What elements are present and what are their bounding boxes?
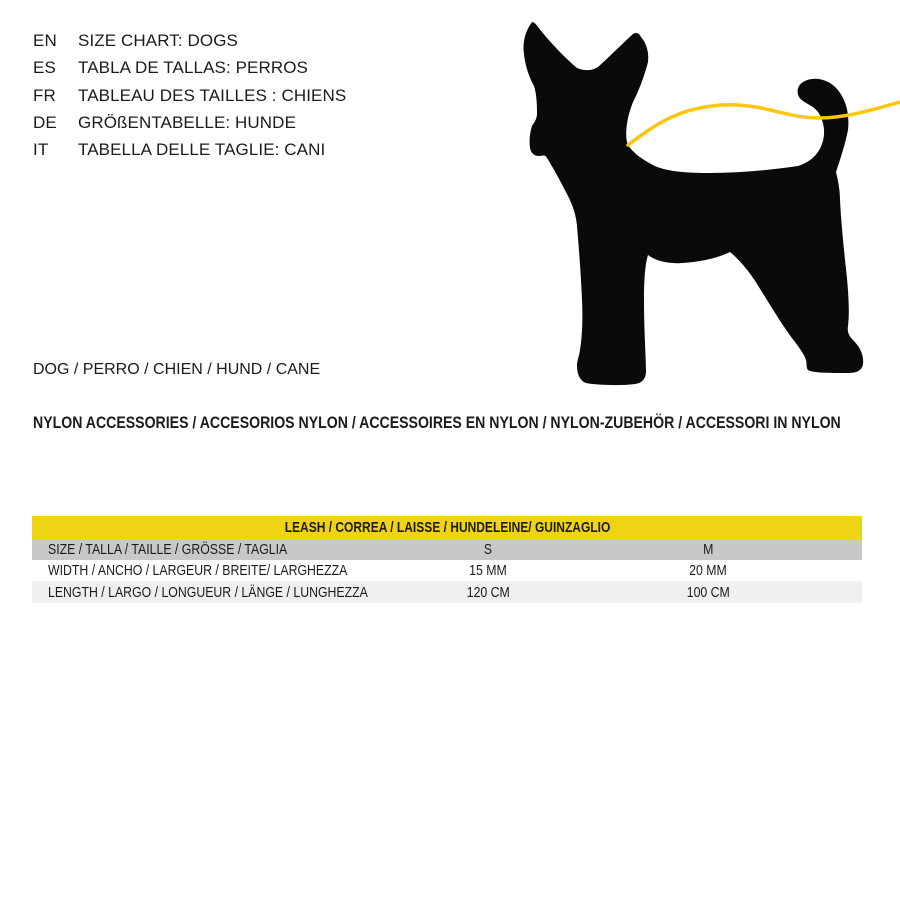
list-item [33,27,346,54]
language-code: IT [33,140,49,160]
table-row-length [32,581,862,603]
table-row-width [32,560,862,581]
language-code: DE [33,112,57,132]
list-item [33,109,346,136]
width-m-value: 20 MM [689,562,727,579]
list-item [33,54,346,81]
size-table [32,516,862,603]
size-s-value: S [483,541,493,558]
chart-title: TABLA DE TALLAS: PERROS [78,58,308,78]
size-m-value: M [702,541,714,558]
dog-silhouette [523,22,863,385]
animal-line: DOG / PERRO / CHIEN / HUND / CANE [33,361,321,378]
dog-silhouette-illustration [518,18,900,390]
chart-title: SIZE CHART: DOGS [78,31,238,50]
width-s-value: 15 MM [469,562,507,579]
size-table-header-row [32,516,862,539]
row-label: SIZE / TALLA / TAILLE / GRÖSSE / TAGLIA [48,541,288,558]
spacer-cell [818,560,862,581]
row-label: WIDTH / ANCHO / LARGEUR / BREITE/ LARGHEZZA [48,562,348,579]
length-s-value: 120 CM [466,583,510,601]
leash-line [628,102,900,145]
size-table-header-label: LEASH / CORREA / LAISSE / HUNDELEINE/ GUINZAGLIO [284,519,610,536]
material-line-text: NYLON ACCESSORIES / ACCESORIOS NYLON / ACCESSOIRES EN NYLON / NYLON-ZUBEHÖR / ACCESSORI IN NYLON [33,413,841,432]
chart-title: TABLEAU DES TAILLES : CHIENS [78,85,347,105]
row-label: LENGTH / LARGO / LONGUEUR / LÄNGE / LUNGHEZZA [48,583,368,601]
list-item [33,82,346,109]
language-code: ES [33,58,56,78]
material-line [33,414,900,432]
chart-title: GRÖßENTABELLE: HUNDE [78,112,297,132]
language-title-list [33,27,346,163]
list-item [33,136,346,163]
length-m-value: 100 CM [686,583,730,601]
table-row-size [32,539,862,560]
language-code: FR [33,85,56,105]
spacer-cell [818,539,862,560]
language-code: EN [33,31,57,50]
spacer-cell [818,581,862,603]
chart-title: TABELLA DELLE TAGLIE: CANI [78,140,326,160]
